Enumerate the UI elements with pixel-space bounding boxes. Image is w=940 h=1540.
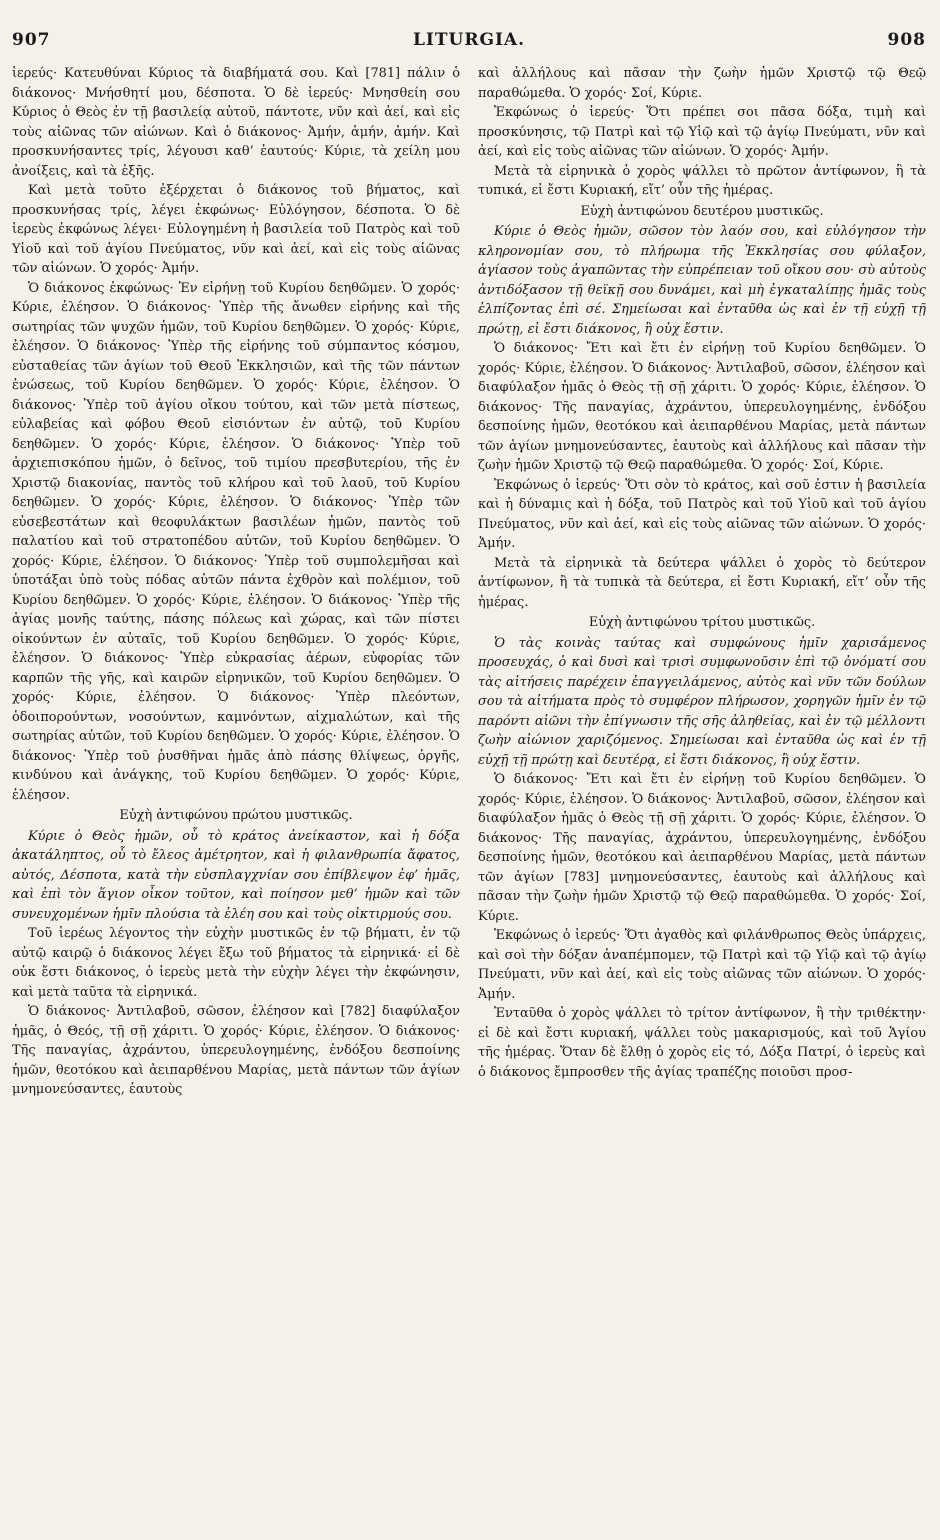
prayer-paragraph: Ὁ τὰς κοινὰς ταύτας καὶ συμφώνους ἡμῖν χαρισάμενος προσευχάς, ὁ καὶ δυσὶ καὶ τρισὶ συμφωνοῦσιν ἐπὶ τῷ ὀνόματί σου τὰς αἰτήσεις παρέχειν ἐπαγγειλάμενος, αὐτὸς καὶ νῦν τῶν δούλων σου τὰ αἰτήματα πρὸς τὸ συμφέρον πλήρωσον, χορηγῶν ἡμῖν ἐν τῷ παρόντι αἰῶνι τὴν ἐπίγνωσιν τῆς σῆς ἀληθείας, καὶ ἐν τῷ μέλλοντι ζωὴν αἰώνιον χαριζόμενος. Σημείωσαι καὶ ἐνταῦθα ὡς καὶ ἐν τῇ εὐχῇ τῇ πρώτῃ καὶ δευτέρᾳ, εἰ ἔστι διάκονος, ἢ οὐχ ἔστιν. [478, 635, 926, 768]
text-paragraph: Ἐκφώνως ὁ ἱερεύς· Ὅτι σὸν τὸ κράτος, καὶ σοῦ ἐστιν ἡ βασιλεία καὶ ἡ δύναμις καὶ ἡ δόξα, τοῦ Πατρὸς καὶ τοῦ Υἱοῦ καὶ τοῦ ἁγίου Πνεύματος, νῦν καὶ ἀεί, καὶ εἰς τοὺς αἰῶνας τῶν αἰώνων. Ὁ χορός· Ἀμήν. [478, 477, 926, 551]
text-paragraph: Ὁ διάκονος· Ἀντιλαβοῦ, σῶσον, ἐλέησον καὶ [782] διαφύλαξον ἡμᾶς, ὁ Θεός, τῇ σῇ χάριτι. Ὁ χορός· Κύριε, ἐλέησον. Ὁ διάκονος· Τῆς παναγίας, ἀχράντου, ὑπερευλογημένης, ἐνδόξου δεσποίνης ἡμῶν, θεοτόκου καὶ ἀειπαρθένου Μαρίας, μετὰ πάντων τῶν ἁγίων μνημονεύσαντες, ἑαυτοὺς [12, 1004, 460, 1097]
text-paragraph: Μετὰ τὰ εἰρηνικὰ τὰ δεύτερα ψάλλει ὁ χορὸς τὸ δεύτερον ἀντίφωνον, ἢ τὰ τυπικὰ τὰ δεύτερα, εἰ ἔστι Κυριακή, εἴτ’ οὖν τῆς ἡμέρας. [478, 555, 926, 610]
left-page-number: 907 [12, 30, 51, 50]
text-columns [12, 64, 926, 1100]
text-paragraph: Ἐκφώνως ὁ ἱερεύς· Ὅτι πρέπει σοι πᾶσα δόξα, τιμὴ καὶ προσκύνησις, τῷ Πατρὶ καὶ τῷ Υἱῷ καὶ τῷ ἁγίῳ Πνεύματι, νῦν καὶ ἀεί, καὶ εἰς τοὺς αἰῶνας τῶν αἰώνων. Ὁ χορός· Ἀμήν. [478, 105, 926, 159]
running-title: LITURGIA. [412, 30, 526, 50]
text-paragraph: Τοῦ ἱερέως λέγοντος τὴν εὐχὴν μυστικῶς ἐν τῷ βήματι, ἐν τῷ αὐτῷ καιρῷ ὁ διάκονος λέγει ἔξω τοῦ βήματος τὰ εἰρηνικά· εἰ δὲ οὐκ ἔστι διάκονος, ὁ ἱερεὺς μετὰ τὴν εὐχὴν λέγει τὴν ἐκφώνησιν, καὶ μετὰ ταῦτα τὰ εἰρηνικά. [12, 926, 460, 1000]
text-paragraph: ἱερεύς· Κατευθύναι Κύριος τὰ διαβήματά σου. Καὶ [781] πάλιν ὁ διάκονος· Μνήσθητί μου, δέσποτα. Ὁ δὲ ἱερεύς· Μνησθείη σου Κύριος ὁ Θεὸς ἐν τῇ βασιλείᾳ αὐτοῦ, πάντοτε, νῦν καὶ ἀεί, καὶ εἰς τοὺς αἰῶνας τῶν αἰώνων. Καὶ ὁ διάκονος· Ἀμήν, ἀμήν, ἀμήν. Καὶ προσκυνήσαντες τρίς, λέγουσι καθ’ ἑαυτούς· Κύριε, τὰ χείλη μου ἀνοίξεις, καὶ τὰ ἑξῆς. [12, 66, 460, 179]
section-heading: Εὐχὴ ἀντιφώνου πρώτου μυστικῶς. [119, 808, 353, 823]
section-heading: Εὐχὴ ἀντιφώνου δευτέρου μυστικῶς. [580, 203, 824, 219]
text-paragraph: Ὁ διάκονος· Ἔτι καὶ ἔτι ἐν εἰρήνῃ τοῦ Κυρίου δεηθῶμεν. Ὁ χορός· Κύριε, ἐλέησον. Ὁ διάκονος· Ἀντιλαβοῦ, σῶσον, ἐλέησον καὶ διαφύλαξον ἡμᾶς ὁ Θεὸς τῇ σῇ χάριτι. Ὁ χορός· Κύριε, ἐλέησον. Ὁ διάκονος· Τῆς παναγίας, ἀχράντου, ὑπερευλογημένης, ἐνδόξου δεσποίνης ἡμῶν, θεοτόκου καὶ ἀειπαρθένου Μαρίας, μετὰ πάντων τῶν ἁγίων μνημονεύσαντες, ἑαυτοὺς καὶ ἀλλήλους καὶ πᾶσαν τὴν ζωὴν ἡμῶν Χριστῷ τῷ Θεῷ παραθώμεθα. Ὁ χορός· Σοί, Κύριε. [478, 341, 926, 473]
text-paragraph: Καὶ μετὰ τοῦτο ἐξέρχεται ὁ διάκονος τοῦ βήματος, καὶ προσκυνήσας τρίς, λέγει ἐκφώνως· Εὐλόγησον, δέσποτα. Ὁ δὲ ἱερεὺς ἐκφώνως λέγει· Εὐλογημένη ἡ βασιλεία τοῦ Πατρὸς καὶ τοῦ Υἱοῦ καὶ τοῦ ἁγίου Πνεύματος, νῦν καὶ ἀεί, καὶ εἰς τοὺς αἰῶνας τῶν αἰώνων. Ὁ χορός· Ἀμήν. [12, 183, 460, 276]
right-page-number: 908 [887, 30, 926, 50]
text-paragraph: Ἐκφώνως ὁ ἱερεύς· Ὅτι ἀγαθὸς καὶ φιλάνθρωπος Θεὸς ὑπάρχεις, καὶ σοὶ τὴν δόξαν ἀναπέμπομεν, τῷ Πατρὶ καὶ τῷ Υἱῷ καὶ τῷ ἁγίῳ Πνεύματι, νῦν καὶ ἀεί, καὶ εἰς τοὺς αἰῶνας τῶν αἰώνων. Ὁ χορός· Ἀμήν. [478, 928, 926, 1002]
left-column [12, 64, 460, 1100]
section-heading: Εὐχὴ ἀντιφώνου τρίτου μυστικῶς. [588, 615, 816, 630]
right-column [478, 64, 926, 1100]
text-paragraph: Ὁ διάκονος ἐκφώνως· Ἐν εἰρήνῃ τοῦ Κυρίου δεηθῶμεν. Ὁ χορός· Κύριε, ἐλέησον. Ὁ διάκονος· Ὑπὲρ τῆς ἄνωθεν εἰρήνης καὶ τῆς σωτηρίας τῶν ψυχῶν ἡμῶν, τοῦ Κυρίου δεηθῶμεν. Ὁ χορός· Κύριε, ἐλέησον. Ὁ διάκονος· Ὑπὲρ τῆς εἰρήνης τοῦ σύμπαντος κόσμου, εὐσταθείας τῶν ἁγίων τοῦ Θεοῦ Ἐκκλησιῶν, καὶ τῆς τῶν πάντων ἑνώσεως, τοῦ Κυρίου δεηθῶμεν. Ὁ χορός· Κύριε, ἐλέησον. Ὁ διάκονος· Ὑπὲρ τοῦ ἁγίου οἴκου τούτου, καὶ τῶν μετὰ πίστεως, εὐλαβείας καὶ φόβου Θεοῦ εἰσιόντων ἐν αὐτῷ, τοῦ Κυρίου δεηθῶμεν. Ὁ χορός· Κύριε, ἐλέησον. Ὁ διάκονος· Ὑπὲρ τοῦ ἀρχιεπισκόπου ἡμῶν, ὁ δεῖνος, τοῦ τιμίου πρεσβυτερίου, τῆς ἐν Χριστῷ διακονίας, παντὸς τοῦ κλήρου καὶ τοῦ λαοῦ, τοῦ Κυρίου δεηθῶμεν. Ὁ χορός· Κύριε, ἐλέησον. Ὁ διάκονος· Ὑπὲρ τῶν εὐσεβεστάτων καὶ θεοφυλάκτων βασιλέων ἡμῶν, παντὸς τοῦ παλατίου καὶ τοῦ στρατοπέδου αὐτῶν, τοῦ Κυρίου δεηθῶμεν. Ὁ χορός· Κύριε, ἐλέησον. Ὁ διάκονος· Ὑπὲρ τοῦ συμπολεμῆσαι καὶ ὑποτάξαι ὑπὸ τοὺς πόδας αὐτῶν πάντα ἐχθρὸν καὶ πολέμιον, τοῦ Κυρίου δεηθῶμεν. Ὁ χορός· Κύριε, ἐλέησον. Ὁ διάκονος· Ὑπὲρ τῆς ἁγίας μονῆς ταύτης, πάσης πόλεως καὶ χώρας, καὶ τῶν πίστει οἰκούντων ἐν αὐταῖς, τοῦ Κυρίου δεηθῶμεν. Ὁ χορός· Κύριε, ἐλέησον. Ὁ διάκονος· Ὑπὲρ εὐκρασίας ἀέρων, εὐφορίας τῶν καρπῶν τῆς γῆς, καὶ καιρῶν εἰρηνικῶν, τοῦ Κυρίου δεηθῶμεν. Ὁ χορός· Κύριε, ἐλέησον. Ὁ διάκονος· Ὑπὲρ πλεόντων, ὁδοιπορούντων, νοσούντων, καμνόντων, αἰχμαλώτων, καὶ τῆς σωτηρίας αὐτῶν, τοῦ Κυρίου δεηθῶμεν. Ὁ χορός· Κύριε, ἐλέησον. Ὁ διάκονος· Ὑπὲρ τοῦ ῥυσθῆναι ἡμᾶς ἀπὸ πάσης θλίψεως, ὀργῆς, κινδύνου καὶ ἀνάγκης, τοῦ Κυρίου δεηθῶμεν. Ὁ χορός· Κύριε, ἐλέησον. [12, 280, 460, 803]
text-paragraph: καὶ ἀλλήλους καὶ πᾶσαν τὴν ζωὴν ἡμῶν Χριστῷ τῷ Θεῷ παραθώμεθα. Ὁ χορός· Σοί, Κύριε. [478, 66, 926, 101]
text-paragraph: Μετὰ τὰ εἰρηνικὰ ὁ χορὸς ψάλλει τὸ πρῶτον ἀντίφωνον, ἢ τὰ τυπικά, εἰ ἔστι Κυριακή, εἴτ’ οὖν τῆς ἡμέρας. [478, 163, 926, 198]
text-paragraph: Ἐνταῦθα ὁ χορὸς ψάλλει τὸ τρίτον ἀντίφωνον, ἢ τὴν τριθέκτην· εἰ δὲ καὶ ἔστι κυριακή, ψάλλει τοὺς μακαρισμούς, καὶ τοῦ Ἁγίου τῆς ἡμέρας. Ὅταν δὲ ἔλθῃ ὁ χορὸς εἰς τό, Δόξα Πατρί, ὁ ἱερεὺς καὶ ὁ διάκονος ἔμπροσθεν τῆς ἁγίας τραπέζης ποιοῦσι προσ- [478, 1006, 926, 1080]
text-paragraph: Ὁ διάκονος· Ἔτι καὶ ἔτι ἐν εἰρήνῃ τοῦ Κυρίου δεηθῶμεν. Ὁ χορός· Κύριε, ἐλέησον. Ὁ διάκονος· Ἀντιλαβοῦ, σῶσον, ἐλέησον καὶ διαφύλαξον ἡμᾶς ὁ Θεὸς τῇ σῇ χάριτι. Ὁ χορός· Κύριε, ἐλέησον. Ὁ διάκονος· Τῆς παναγίας, ἀχράντου, ὑπερευλογημένης, ἐνδόξου δεσποίνης ἡμῶν, θεοτόκου καὶ ἀειπαρθένου Μαρίας, μετὰ πάντων τῶν ἁγίων [783] μνημονεύσαντες, ἑαυτοὺς καὶ ἀλλήλους καὶ πᾶσαν τὴν ζωὴν ἡμῶν Χριστῷ τῷ Θεῷ παραθώμεθα. Ὁ χορός· Σοί, Κύριε. [478, 772, 926, 924]
prayer-paragraph: Κύριε ὁ Θεὸς ἡμῶν, σῶσον τὸν λαόν σου, καὶ εὐλόγησον τὴν κληρονομίαν σου, τὸ πλήρωμα τῆς Ἐκκλησίας σου φύλαξον, ἁγίασον τοὺς ἀγαπῶντας τὴν εὐπρέπειαν τοῦ οἴκου σου· σὺ αὐτοὺς ἀντιδόξασον τῇ θεϊκῇ σου δυνάμει, καὶ μὴ ἐγκαταλίπῃς ἡμᾶς τοὺς ἐλπίζοντας ἐπὶ σέ. Σημείωσαι καὶ ἐνταῦθα ὡς καὶ ἐν τῇ εὐχῇ τῇ πρώτῃ, εἰ ἔστι διάκονος, ἢ οὐχ ἔστιν. [478, 224, 926, 337]
prayer-paragraph: Κύριε ὁ Θεὸς ἡμῶν, οὗ τὸ κράτος ἀνείκαστον, καὶ ἡ δόξα ἀκατάληπτος, οὗ τὸ ἔλεος ἀμέτρητον, καὶ ἡ φιλανθρωπία ἄφατος, αὐτός, Δέσποτα, κατὰ τὴν εὐσπλαγχνίαν σου ἐπίβλεψον ἐφ’ ἡμᾶς, καὶ ἐπὶ τὸν ἅγιον οἶκον τοῦτον, καὶ ποίησον μεθ’ ἡμῶν καὶ τῶν συνευχομένων ἡμῖν πλούσια τὰ ἐλέη σου καὶ τοὺς οἰκτιρμούς σου. [12, 828, 460, 922]
page-header [12, 30, 926, 62]
